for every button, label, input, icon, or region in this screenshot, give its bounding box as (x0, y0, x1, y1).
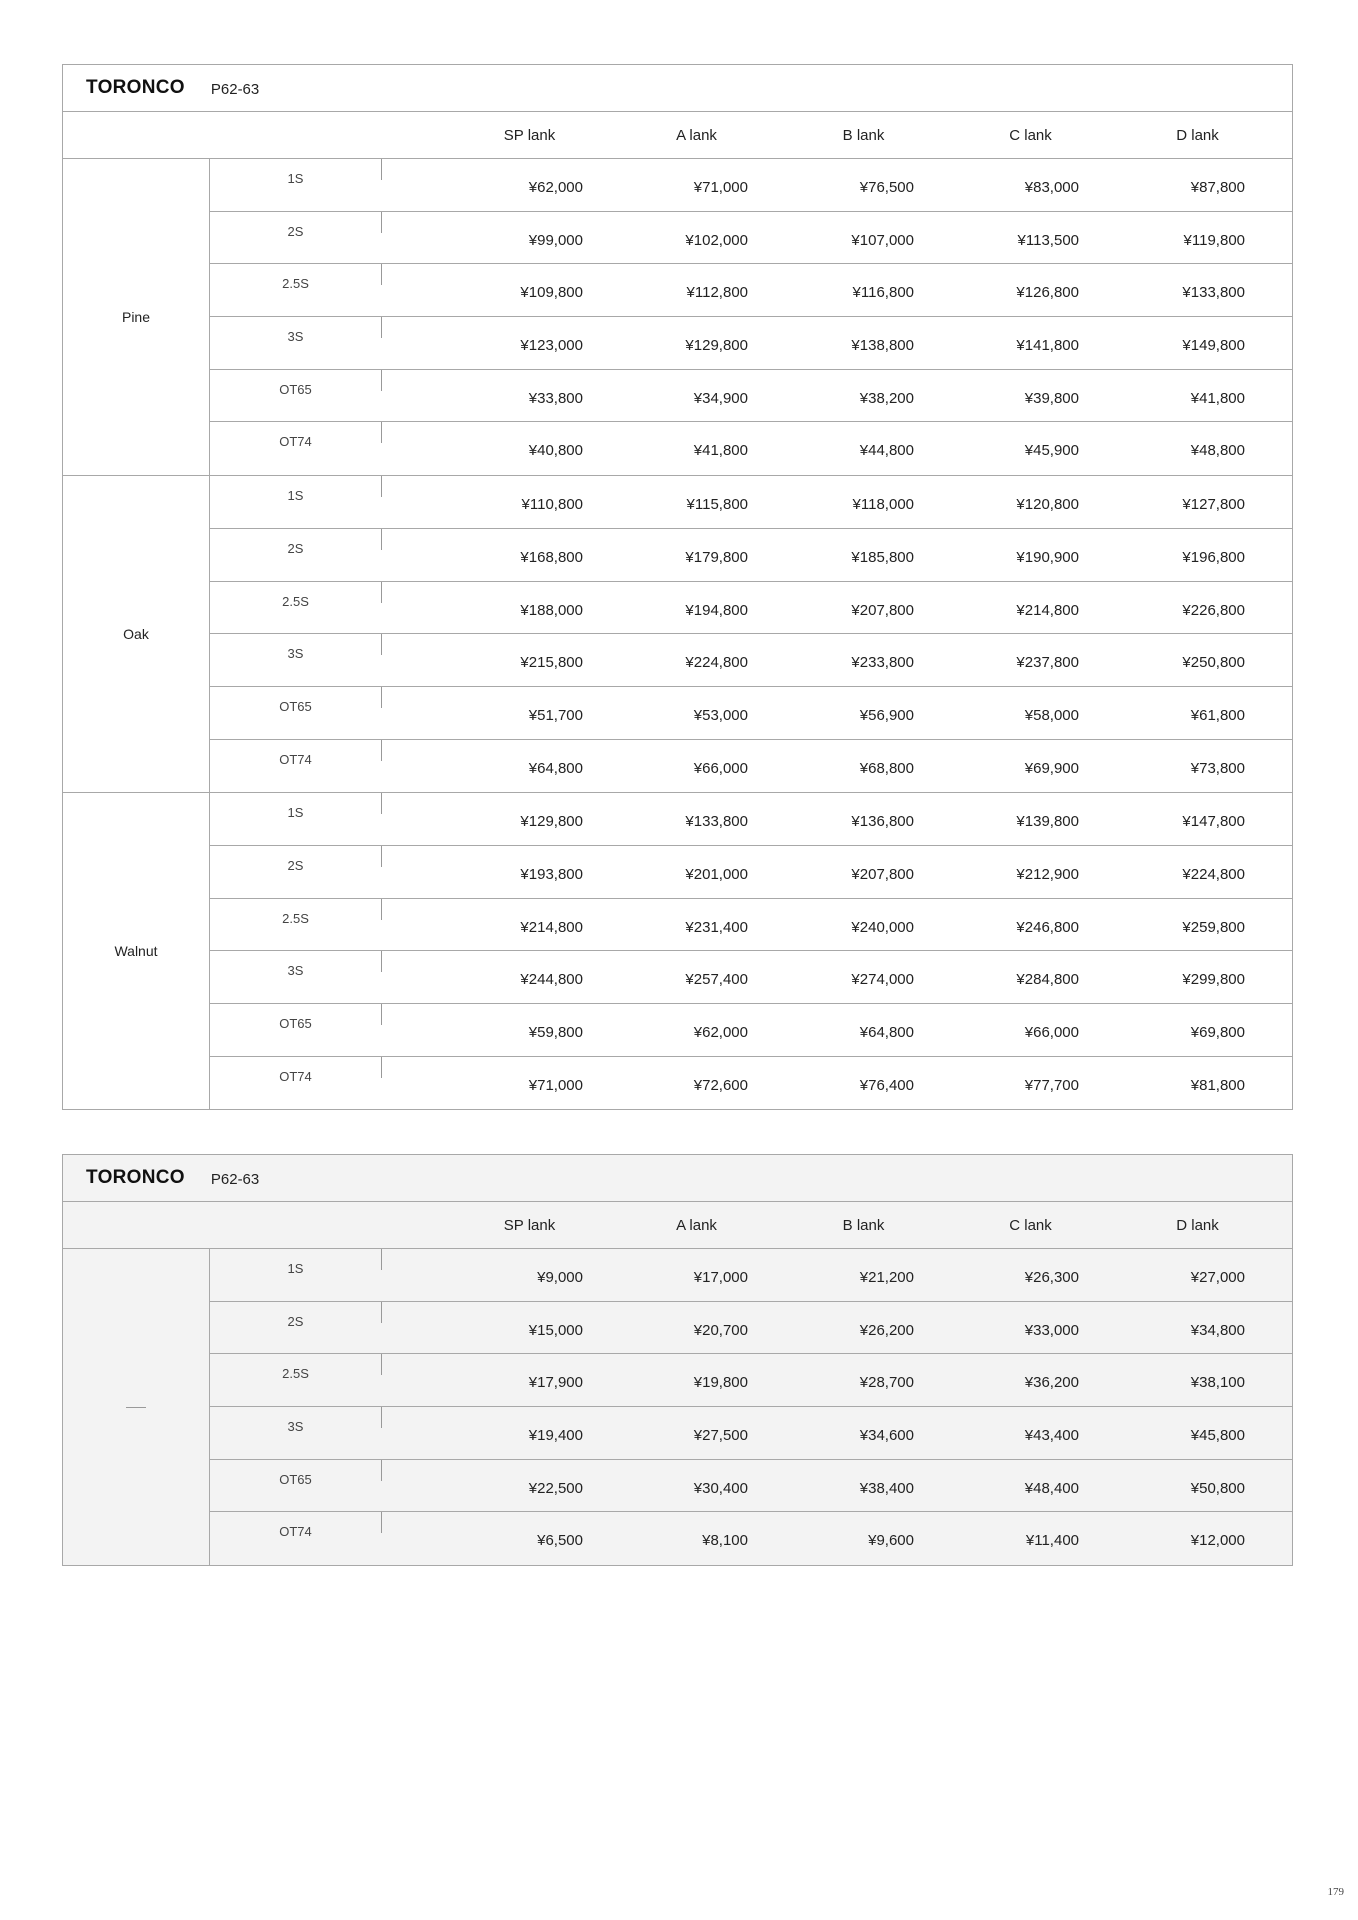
price-cell: ¥20,700 (693, 1321, 748, 1339)
column-header: A lank (676, 126, 717, 144)
table-row (210, 899, 1292, 952)
price-cell: ¥17,000 (693, 1269, 748, 1286)
cell-divider-tick (381, 634, 382, 655)
price-cell: ¥76,500 (859, 179, 914, 196)
column-header-row (63, 1202, 1292, 1249)
price-cell: ¥77,700 (1024, 1076, 1079, 1094)
size-label: OT65 (279, 381, 312, 397)
price-cell: ¥76,400 (859, 1076, 914, 1094)
price-cell: ¥17,900 (528, 1374, 583, 1392)
price-cell: ¥237,800 (1016, 654, 1079, 672)
price-cell: ¥127,800 (1182, 496, 1245, 514)
price-cell: ¥214,800 (1016, 601, 1079, 619)
price-cell: ¥179,800 (685, 548, 748, 566)
price-cell: ¥226,800 (1182, 601, 1245, 619)
table-row (210, 846, 1292, 899)
price-cell: ¥27,500 (693, 1427, 748, 1445)
price-cell: ¥113,500 (1017, 231, 1079, 249)
cell-divider-tick (381, 422, 382, 443)
price-cell: ¥141,800 (1016, 337, 1079, 355)
price-cell: ¥123,000 (520, 337, 583, 355)
table-row (210, 1302, 1292, 1355)
table-row (210, 740, 1292, 793)
price-cell: ¥68,800 (859, 759, 914, 777)
price-cell: ¥244,800 (520, 971, 583, 989)
price-cell: ¥22,500 (528, 1479, 583, 1497)
column-header: D lank (1176, 1216, 1219, 1234)
price-cell: ¥71,000 (693, 179, 748, 196)
size-label: 2S (287, 857, 304, 873)
price-cell: ¥250,800 (1182, 654, 1245, 672)
material-label (63, 1249, 210, 1565)
price-cell: ¥240,000 (851, 918, 914, 936)
price-cell: ¥133,800 (685, 813, 748, 831)
cell-divider-tick (381, 159, 382, 180)
price-cell: ¥66,000 (1024, 1024, 1079, 1041)
price-cell: ¥69,800 (1190, 1024, 1245, 1041)
cell-divider-tick (381, 370, 382, 391)
table-title: TORONCO (86, 77, 185, 98)
size-label: 1S (287, 1261, 304, 1276)
price-cell: ¥190,900 (1016, 548, 1079, 566)
table-title-row (63, 1155, 1292, 1202)
price-cell: ¥129,800 (685, 337, 748, 355)
size-label: OT65 (279, 1016, 312, 1031)
price-cell: ¥27,000 (1190, 1269, 1245, 1286)
price-cell: ¥69,900 (1024, 759, 1079, 777)
cell-divider-tick (381, 264, 382, 285)
dash-mark (126, 1407, 146, 1408)
price-cell: ¥188,000 (520, 601, 583, 619)
price-cell: ¥99,000 (528, 231, 583, 249)
price-cell: ¥39,800 (1024, 389, 1079, 407)
price-cell: ¥58,000 (1024, 706, 1079, 724)
column-header: SP lank (503, 126, 556, 144)
table-row (210, 1460, 1292, 1513)
price-cell: ¥71,000 (528, 1076, 583, 1094)
price-cell: ¥26,200 (859, 1321, 914, 1339)
table-body (63, 1249, 1292, 1565)
table-row (210, 793, 1292, 846)
price-cell: ¥139,800 (1016, 813, 1079, 831)
price-cell: ¥214,800 (520, 918, 583, 936)
price-cell: ¥87,800 (1190, 179, 1245, 196)
price-cell: ¥83,000 (1024, 179, 1079, 196)
price-cell: ¥59,800 (528, 1024, 583, 1041)
price-cell: ¥40,800 (528, 442, 583, 460)
column-header: C lank (1009, 126, 1052, 144)
price-cell: ¥64,800 (859, 1024, 914, 1041)
table-row (210, 476, 1292, 529)
size-label: 1S (287, 805, 304, 821)
price-cell: ¥194,800 (685, 601, 748, 619)
price-cell: ¥64,800 (528, 759, 583, 777)
price-cell: ¥48,800 (1190, 442, 1245, 460)
table-row (210, 264, 1292, 317)
price-cell: ¥185,800 (851, 548, 914, 566)
size-label: 2.5S (282, 593, 309, 609)
price-cell: ¥224,800 (685, 654, 748, 672)
size-label: 1S (287, 171, 304, 186)
cell-divider-tick (381, 1407, 382, 1428)
price-cell: ¥109,800 (520, 284, 583, 302)
table-row (210, 1057, 1292, 1110)
size-label: OT74 (279, 1068, 312, 1084)
size-label: 3S (287, 963, 304, 979)
page-number: 179 (1327, 1886, 1344, 1898)
cell-divider-tick (381, 899, 382, 920)
material-group (63, 793, 1292, 1109)
column-header: SP lank (503, 1216, 556, 1234)
material-label: Walnut (63, 793, 210, 1109)
price-cell: ¥231,400 (685, 918, 748, 936)
size-label: 3S (287, 1419, 304, 1435)
table-row (210, 687, 1292, 740)
price-cell: ¥66,000 (693, 759, 748, 777)
cell-divider-tick (381, 582, 382, 603)
price-cell: ¥207,800 (851, 601, 914, 619)
price-cell: ¥34,900 (693, 389, 748, 407)
material-label: Pine (63, 159, 210, 475)
price-cell: ¥72,600 (693, 1076, 748, 1094)
price-cell: ¥81,800 (1190, 1076, 1245, 1094)
price-cell: ¥44,800 (859, 442, 914, 460)
cell-divider-tick (381, 951, 382, 972)
price-cell: ¥168,800 (520, 548, 583, 566)
material-label: Oak (63, 476, 210, 792)
cell-divider-tick (381, 687, 382, 708)
price-cell: ¥116,800 (852, 284, 914, 302)
material-group (63, 476, 1292, 793)
price-cell: ¥38,100 (1190, 1374, 1245, 1392)
cell-divider-tick (381, 212, 382, 233)
price-cell: ¥61,800 (1190, 706, 1245, 724)
price-cell: ¥119,800 (1183, 231, 1245, 249)
price-cell: ¥207,800 (851, 865, 914, 883)
column-header: A lank (676, 1216, 717, 1234)
table-row (210, 1407, 1292, 1460)
table-title-row (63, 65, 1292, 112)
price-cell: ¥56,900 (859, 706, 914, 724)
price-cell: ¥43,400 (1024, 1427, 1079, 1445)
price-cell: ¥193,800 (520, 865, 583, 883)
size-label: 2.5S (282, 276, 309, 292)
table-row (210, 634, 1292, 687)
price-cell: ¥53,000 (693, 706, 748, 724)
price-cell: ¥246,800 (1016, 918, 1079, 936)
table-row (210, 951, 1292, 1004)
column-header: B lank (842, 1216, 885, 1234)
price-cell: ¥11,400 (1025, 1532, 1079, 1550)
price-cell: ¥149,800 (1182, 337, 1245, 355)
price-cell: ¥299,800 (1182, 971, 1245, 989)
table-row (210, 212, 1292, 265)
material-group (63, 1249, 1292, 1565)
size-label: 2S (287, 223, 304, 239)
size-label: 2S (287, 540, 304, 556)
table-row (210, 1354, 1292, 1407)
price-cell: ¥284,800 (1016, 971, 1079, 989)
price-cell: ¥110,800 (521, 496, 583, 514)
price-cell: ¥9,600 (868, 1532, 914, 1550)
cell-divider-tick (381, 1512, 382, 1533)
cell-divider-tick (381, 1354, 382, 1375)
price-cell: ¥51,700 (528, 706, 583, 724)
price-cell: ¥138,800 (851, 337, 914, 355)
page-reference: P62-63 (210, 1171, 260, 1188)
size-label: OT74 (279, 434, 312, 450)
price-cell: ¥212,900 (1016, 865, 1079, 883)
cell-divider-tick (381, 1004, 382, 1025)
cell-divider-tick (381, 1460, 382, 1481)
price-cell: ¥36,200 (1024, 1374, 1079, 1392)
cell-divider-tick (381, 1302, 382, 1323)
price-cell: ¥15,000 (528, 1321, 583, 1339)
cell-divider-tick (381, 529, 382, 550)
price-cell: ¥48,400 (1024, 1479, 1079, 1497)
table-row (210, 1004, 1292, 1057)
price-cell: ¥257,400 (685, 971, 748, 989)
price-cell: ¥129,800 (520, 813, 583, 831)
size-label: OT74 (279, 751, 312, 767)
cell-divider-tick (381, 1057, 382, 1078)
price-cell: ¥9,000 (537, 1269, 583, 1286)
price-cell: ¥115,800 (686, 496, 748, 514)
price-cell: ¥38,200 (859, 389, 914, 407)
price-cell: ¥133,800 (1182, 284, 1245, 302)
size-label: 3S (287, 646, 304, 662)
price-cell: ¥38,400 (859, 1479, 914, 1497)
table-row (210, 582, 1292, 635)
price-table-toronco-1 (62, 64, 1293, 1110)
price-cell: ¥34,800 (1190, 1321, 1245, 1339)
cell-divider-tick (381, 793, 382, 814)
price-cell: ¥26,300 (1024, 1269, 1079, 1286)
price-cell: ¥28,700 (859, 1374, 914, 1392)
price-cell: ¥73,800 (1190, 759, 1245, 777)
cell-divider-tick (381, 846, 382, 867)
price-cell: ¥107,000 (851, 231, 914, 249)
price-table-toronco-2 (62, 1154, 1293, 1566)
size-label: OT74 (279, 1524, 312, 1540)
price-cell: ¥233,800 (851, 654, 914, 672)
material-group (63, 159, 1292, 476)
price-cell: ¥34,600 (859, 1427, 914, 1445)
size-label: OT65 (279, 698, 312, 714)
table-row (210, 1512, 1292, 1565)
price-cell: ¥19,800 (693, 1374, 748, 1392)
price-cell: ¥62,000 (528, 179, 583, 196)
cell-divider-tick (381, 1249, 382, 1270)
size-label: 2.5S (282, 1366, 309, 1382)
table-row (210, 159, 1292, 212)
column-header: B lank (842, 126, 885, 144)
price-cell: ¥45,800 (1190, 1427, 1245, 1445)
size-label: 1S (287, 488, 304, 504)
table-row (210, 422, 1292, 475)
price-cell: ¥274,000 (851, 971, 914, 989)
price-cell: ¥201,000 (685, 865, 748, 883)
price-cell: ¥45,900 (1024, 442, 1079, 460)
column-header: C lank (1009, 1216, 1052, 1234)
price-cell: ¥41,800 (1190, 389, 1245, 407)
price-cell: ¥136,800 (851, 813, 914, 831)
price-cell: ¥19,400 (528, 1427, 583, 1445)
cell-divider-tick (381, 317, 382, 338)
price-cell: ¥33,000 (1024, 1321, 1079, 1339)
cell-divider-tick (381, 476, 382, 497)
table-row (210, 317, 1292, 370)
size-label: 3S (287, 329, 304, 345)
price-cell: ¥259,800 (1182, 918, 1245, 936)
price-cell: ¥33,800 (528, 389, 583, 407)
column-header: D lank (1176, 126, 1219, 144)
cell-divider-tick (381, 740, 382, 761)
size-label: 2S (287, 1313, 304, 1329)
size-label: OT65 (279, 1471, 312, 1487)
price-cell: ¥30,400 (693, 1479, 748, 1497)
price-cell: ¥118,000 (852, 496, 914, 514)
price-cell: ¥215,800 (520, 654, 583, 672)
price-cell: ¥126,800 (1016, 284, 1079, 302)
price-cell: ¥147,800 (1182, 813, 1245, 831)
price-cell: ¥112,800 (686, 284, 748, 302)
column-header-row (63, 112, 1292, 159)
price-cell: ¥8,100 (702, 1532, 748, 1550)
price-cell: ¥6,500 (537, 1532, 583, 1550)
page-reference: P62-63 (210, 81, 260, 98)
table-row (210, 529, 1292, 582)
size-label: 2.5S (282, 910, 309, 926)
table-title: TORONCO (86, 1167, 185, 1188)
price-cell: ¥102,000 (685, 231, 748, 249)
price-cell: ¥12,000 (1190, 1532, 1245, 1550)
price-cell: ¥196,800 (1182, 548, 1245, 566)
price-cell: ¥120,800 (1016, 496, 1079, 514)
table-row (210, 1249, 1292, 1302)
price-cell: ¥62,000 (693, 1024, 748, 1041)
price-cell: ¥41,800 (693, 442, 748, 460)
price-cell: ¥50,800 (1190, 1479, 1245, 1497)
price-cell: ¥224,800 (1182, 865, 1245, 883)
price-cell: ¥21,200 (859, 1269, 914, 1286)
table-row (210, 370, 1292, 423)
table-body (63, 159, 1292, 1109)
